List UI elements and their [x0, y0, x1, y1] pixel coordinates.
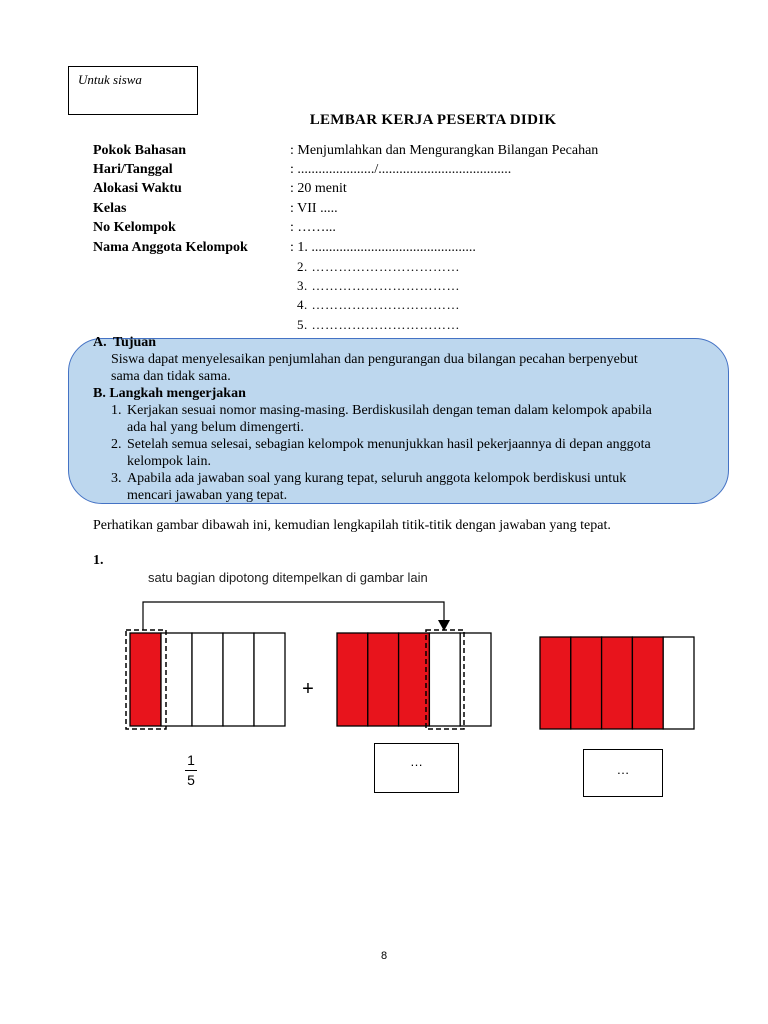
step-3-number: 3.	[111, 471, 122, 486]
info-label-date: Hari/Tanggal	[93, 162, 173, 177]
step-3-line-2: mencari jawaban yang tepat.	[127, 488, 288, 503]
objective-heading-letter: A.	[93, 335, 107, 350]
worksheet-title-row	[0, 112, 768, 129]
objective-heading: Tujuan	[113, 335, 157, 350]
result-shape-part-5-unshaded	[663, 637, 694, 729]
member-line-5: 5. ……………………………	[297, 317, 460, 332]
step-1-line-1: Kerjakan sesuai nomor masing-masing. Berdiskusilah dengan teman dalam kelompok apabila	[127, 403, 652, 418]
info-value-date: : ....................../......................................	[290, 162, 512, 177]
result-shape-part-3-shaded	[602, 637, 633, 729]
answer-placeholder-2: …	[616, 762, 630, 777]
info-label-group-members: Nama Anggota Kelompok	[93, 240, 248, 255]
page-number: 8	[380, 950, 388, 962]
step-2-line-1: Setelah semua selesai, sebagian kelompok menunjukkan hasil pekerjaannya di depan anggota	[127, 437, 651, 452]
member-line-3: 3. ……………………………	[297, 278, 460, 293]
move-arrow-line	[143, 602, 444, 630]
first-shape-part-5-unshaded	[254, 633, 285, 726]
info-label-class: Kelas	[93, 201, 127, 216]
info-value-topic: : Menjumlahkan dan Mengurangkan Bilangan Pecahan	[290, 143, 599, 158]
member-line-4: 4. ……………………………	[297, 297, 460, 312]
move-arrow-head	[438, 620, 450, 631]
fraction-denominator: 5	[187, 772, 195, 788]
fraction-shape-result	[540, 637, 694, 729]
worksheet-title: LEMBAR KERJA PESERTA DIDIK	[309, 112, 557, 128]
second-shape-part-5-unshaded	[460, 633, 491, 726]
step-2-line-2: kelompok lain.	[127, 454, 211, 469]
result-shape-part-1-shaded	[540, 637, 571, 729]
for-student-box	[68, 66, 198, 115]
step-1-line-2: ada hal yang belum dimengerti.	[127, 420, 304, 435]
second-shape-part-3-shaded	[399, 633, 430, 726]
result-shape-part-2-shaded	[571, 637, 602, 729]
info-value-member-1: : 1. ...............................................	[290, 240, 476, 255]
answer-box-second-fraction[interactable]	[374, 743, 459, 793]
lead-instruction: Perhatikan gambar dibawah ini, kemudian lengkapilah titik-titik dengan jawaban yang tepat.	[93, 518, 611, 533]
step-2-number: 2.	[111, 437, 122, 452]
for-student-label: Untuk siswa	[78, 72, 142, 87]
second-shape-part-1-shaded	[337, 633, 368, 726]
plus-operator: +	[302, 678, 314, 700]
info-label-time: Alokasi Waktu	[93, 181, 182, 196]
member-line-2: 2. ……………………………	[297, 259, 460, 274]
info-value-class: : VII .....	[290, 201, 338, 216]
info-label-group-number: No Kelompok	[93, 220, 176, 235]
objective-line-2: sama dan tidak sama.	[111, 369, 231, 384]
question-number: 1.	[93, 553, 104, 568]
fraction-figure	[0, 590, 768, 750]
first-shape-part-4-unshaded	[223, 633, 254, 726]
second-shape-part-4-unshaded	[429, 633, 460, 726]
info-value-time: : 20 menit	[290, 181, 347, 196]
fraction-numerator: 1	[187, 752, 195, 768]
steps-heading: B. Langkah mengerjakan	[93, 386, 246, 401]
given-fraction	[180, 752, 202, 789]
info-label-topic: Pokok Bahasan	[93, 143, 186, 158]
objective-line-1: Siswa dapat menyelesaikan penjumlahan dan pengurangan dua bilangan pecahan berpenyebut	[111, 352, 638, 367]
figure-caption: satu bagian dipotong ditempelkan di gambar lain	[148, 570, 428, 585]
first-shape-part-1-shaded	[130, 633, 161, 726]
info-value-group-number: : ……...	[290, 220, 336, 235]
first-shape-part-3-unshaded	[192, 633, 223, 726]
second-shape-part-2-shaded	[368, 633, 399, 726]
fraction-bar	[185, 770, 197, 771]
answer-placeholder-1: …	[410, 754, 423, 769]
fraction-shape-first	[130, 633, 285, 726]
fraction-shape-second	[337, 633, 491, 726]
result-shape-part-4-shaded	[632, 637, 663, 729]
step-1-number: 1.	[111, 403, 122, 418]
answer-box-result-fraction[interactable]	[583, 749, 663, 797]
step-3-line-1: Apabila ada jawaban soal yang kurang tepat, seluruh anggota kelompok berdiskusi untuk	[127, 471, 627, 486]
